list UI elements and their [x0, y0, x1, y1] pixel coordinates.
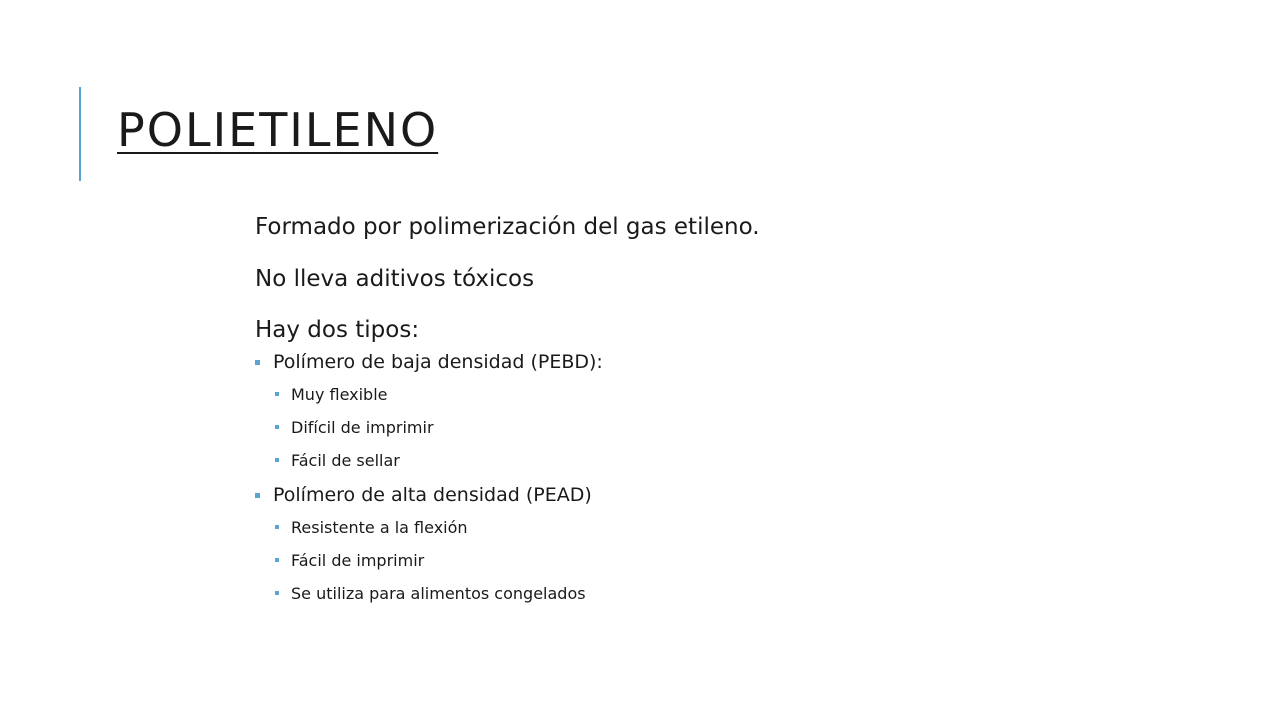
feature-label: Fácil de sellar [291, 450, 400, 470]
slide-content [255, 214, 1155, 618]
feature-label: Fácil de imprimir [291, 551, 425, 571]
list-item-feature [275, 584, 1155, 603]
list-item-feature [275, 451, 1155, 470]
square-bullet-icon [275, 558, 279, 562]
slide-title: POLIETILENO [117, 103, 439, 157]
list-item-feature [275, 551, 1155, 570]
square-bullet-icon [255, 360, 260, 365]
square-bullet-icon [275, 591, 279, 595]
type-label: Polímero de baja densidad (PEBD): [273, 350, 603, 373]
list-item-type-pead [255, 484, 1155, 507]
title-accent-line [79, 87, 81, 181]
square-bullet-icon [255, 493, 260, 498]
type-label: Polímero de alta densidad (PEAD) [273, 484, 592, 507]
list-item-feature [275, 518, 1155, 537]
square-bullet-icon [275, 458, 279, 462]
list-item-type-pebd [255, 351, 1155, 374]
feature-label: Difícil de imprimir [291, 417, 434, 437]
square-bullet-icon [275, 425, 279, 429]
square-bullet-icon [275, 525, 279, 529]
feature-label: Se utiliza para alimentos congelados [291, 584, 586, 604]
list-item-feature [275, 385, 1155, 404]
list-item-feature [275, 418, 1155, 437]
paragraph-additives: No lleva aditivos tóxicos [255, 265, 535, 292]
feature-label: Resistente a la flexión [291, 517, 468, 537]
square-bullet-icon [275, 392, 279, 396]
paragraph-types-intro: Hay dos tipos: [255, 317, 420, 344]
feature-label: Muy flexible [291, 384, 388, 404]
paragraph-formation: Formado por polimerización del gas etileno. [255, 214, 760, 240]
